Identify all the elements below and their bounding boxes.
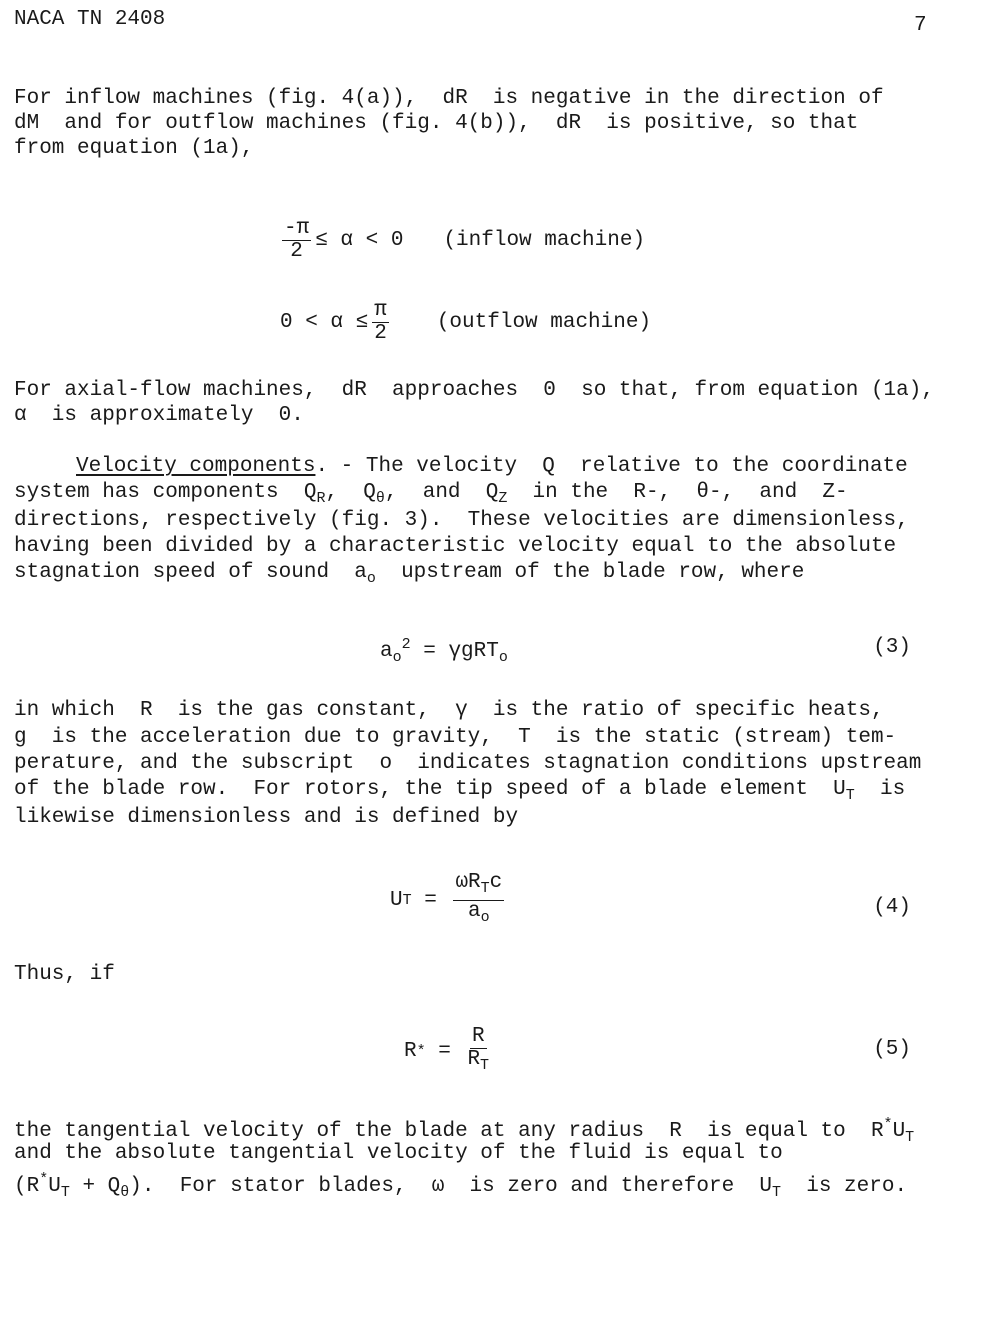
fraction-denominator: 2	[374, 322, 387, 345]
equation-number: (5)	[873, 1038, 911, 1061]
text-run: is zero.	[781, 1175, 908, 1198]
subscript: R	[316, 490, 326, 507]
subscript: T	[772, 1184, 782, 1201]
fraction-numerator: π	[374, 299, 387, 322]
superscript: 2	[401, 636, 411, 653]
text-line: g is the acceleration due to gravity, T is the static (stream) tem-	[14, 726, 897, 749]
eq-term: U	[390, 889, 403, 912]
subscript: T	[480, 880, 490, 897]
text-run: . - The velocity Q relative to the coordinate	[315, 455, 908, 478]
inequality-outflow	[280, 300, 651, 345]
subscript: o	[392, 649, 402, 666]
fraction-denominator: 2	[290, 240, 303, 263]
subscript: o	[480, 909, 490, 926]
fraction-numerator: -π	[284, 217, 310, 240]
text-run: , and Q	[384, 481, 499, 504]
subscript: T	[402, 892, 412, 909]
text-line: having been divided by a characteristic velocity equal to the absolute	[14, 535, 897, 558]
inequality-label: (outflow machine)	[436, 311, 652, 334]
equation-4	[390, 872, 508, 929]
page-number: 7	[914, 14, 927, 37]
text-line: For axial-flow machines, dR approaches 0 so that, from equation (1a),	[14, 379, 934, 402]
text-line: α is approximately 0.	[14, 404, 304, 427]
text-run: in the R-, θ-, and Z-	[507, 481, 848, 504]
superscript: *	[416, 1043, 426, 1060]
eq-term: =	[425, 1040, 464, 1063]
fraction-numerator	[453, 872, 504, 901]
text-line: For inflow machines (fig. 4(a)), dR is negative in the direction of	[14, 87, 884, 110]
inequality-relation: 0 < α ≤	[280, 311, 369, 334]
eq-term: =	[411, 889, 450, 912]
superscript: *	[39, 1171, 49, 1188]
eq-term: R	[467, 1048, 481, 1071]
text-run: , Q	[325, 481, 376, 504]
inequality-inflow	[278, 218, 645, 263]
fraction	[467, 1026, 489, 1077]
superscript: *	[883, 1116, 893, 1133]
text-line: from equation (1a),	[14, 137, 254, 160]
fraction	[282, 218, 311, 263]
eq-term: c	[489, 871, 503, 894]
subscript: T	[60, 1184, 70, 1201]
subscript: T	[480, 1057, 490, 1074]
running-header: NACA TN 2408	[14, 8, 166, 31]
text-run: + Q	[69, 1175, 121, 1198]
equation-5	[404, 1026, 493, 1077]
text-line	[14, 560, 804, 592]
text-run: U	[892, 1120, 906, 1143]
subscript: θ	[375, 490, 385, 507]
subscript: θ	[120, 1184, 130, 1201]
text-line	[76, 454, 908, 480]
fraction-numerator: R	[471, 1025, 485, 1048]
text-line: directions, respectively (fig. 3). These velocities are dimensionless,	[14, 509, 909, 532]
eq-term: a	[380, 640, 393, 663]
text-run: upstream of the blade row, where	[375, 561, 805, 584]
text-line: and the absolute tangential velocity of the fluid is equal to	[14, 1142, 783, 1165]
subscript: Z	[498, 490, 508, 507]
text-line: perature, and the subscript o indicates stagnation conditions upstream	[14, 752, 922, 775]
text-line	[14, 1167, 907, 1206]
equation-3	[380, 636, 508, 666]
text-line: dM and for outflow machines (fig. 4(b)), dR is positive, so that	[14, 112, 859, 135]
text-line: in which R is the gas constant, γ is the ratio of specific heats,	[14, 699, 884, 722]
eq-term: a	[468, 900, 481, 923]
eq-term: = γgRT	[410, 640, 499, 663]
section-heading: Velocity components	[76, 455, 316, 478]
text-run: system has components Q	[14, 481, 317, 504]
text-line: Thus, if	[14, 963, 115, 986]
text-run: U	[48, 1175, 61, 1198]
text-run: (R	[14, 1175, 40, 1198]
text-run: is	[854, 778, 906, 801]
subscript: T	[845, 787, 855, 804]
text-run: ). For stator blades, ω is zero and therefore U	[129, 1175, 773, 1198]
fraction-denominator	[468, 901, 490, 929]
equation-number: (4)	[873, 896, 911, 919]
text-run: of the blade row. For rotors, the tip speed of a blade element U	[14, 778, 846, 801]
text-run: stagnation speed of sound a	[14, 561, 367, 584]
text-run: the tangential velocity of the blade at any radius R is equal to R	[14, 1120, 884, 1143]
inequality-relation: ≤ α < 0	[315, 229, 404, 252]
eq-term: ωR	[455, 871, 481, 894]
fraction	[453, 872, 504, 929]
eq-term: R	[404, 1040, 417, 1063]
inequality-label: (inflow machine)	[443, 229, 646, 252]
subscript: o	[498, 649, 508, 666]
equation-number: (3)	[873, 636, 911, 659]
fraction-denominator	[467, 1049, 489, 1077]
subscript: T	[905, 1129, 915, 1146]
fraction	[372, 300, 389, 345]
text-line: likewise dimensionless and is defined by	[14, 806, 519, 829]
subscript: o	[366, 570, 376, 587]
